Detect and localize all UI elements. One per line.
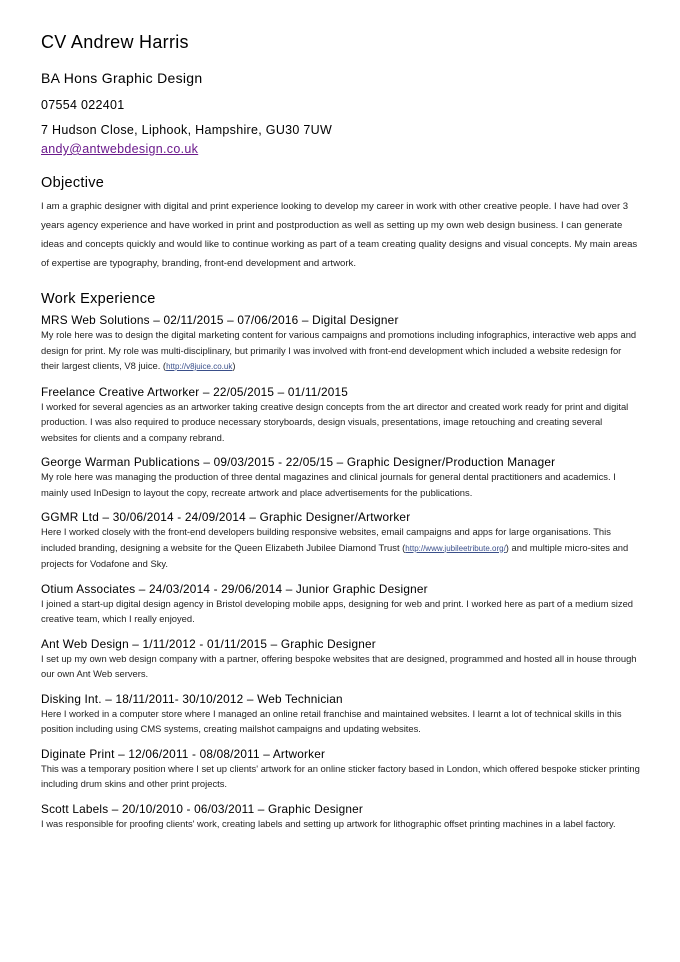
email-link[interactable]: andy@antwebdesign.co.uk [41, 142, 199, 156]
work-experience-heading: Work Experience [41, 291, 156, 307]
cv-page [41, 32, 641, 831]
job-title: Freelance Creative Artworker – 22/05/2015 – 01/11/2015 [41, 384, 349, 399]
job-entry [41, 510, 641, 572]
job-link[interactable]: http://v8juice.co.uk [166, 362, 233, 371]
job-entry [41, 747, 641, 792]
job-title: GGMR Ltd – 30/06/2014 - 24/09/2014 – Graphic Designer/Artworker [41, 510, 411, 524]
job-description: I worked for several agencies as an artworker taking creative design concepts from the art director and created work ready for print and digital production. I was also required to produce necessary storyboards, design visuals, presentations, image retouching and creating several websites for clients and a company rebrand. [41, 400, 629, 443]
job-description-text: ) and multiple micro-sites and projects for Vodafone and Sky. [41, 541, 629, 569]
job-title: George Warman Publications – 09/03/2015 - 22/05/15 – Graphic Designer/Production Manager [41, 455, 556, 469]
job-description: I was responsible for proofing clients' work, creating labels and setting up artwork for lithographic offset printing machines in a label factory. [41, 817, 616, 829]
job-description [41, 327, 641, 375]
job-description: Here I worked in a computer store where I managed an online retail franchise and maintained websites. I learnt a lot of technical skills in this position including using CMS systems, creating mailshot campaigns and updating websites. [41, 707, 622, 734]
job-title: Ant Web Design – 1/11/2012 - 01/11/2015 – Graphic Designer [41, 636, 376, 651]
objective-text: I am a graphic designer with digital and print experience looking to develop my career in work with other creative people. I have had over 3 years agency experience and have worked in print and postproduction as well as setting up my own web design business. I can generate ideas and concepts quickly and would like to continue working as part of a team creating quality designs and visual concepts. My main areas of expertise are typography, branding, front-end development and artwork. [41, 201, 638, 269]
job-entry [41, 692, 641, 737]
phone-number: 07554 022401 [41, 98, 125, 112]
job-title: Scott Labels – 20/10/2010 - 06/03/2011 – Graphic Designer [41, 801, 364, 816]
job-entry [41, 802, 641, 832]
objective-heading: Objective [41, 175, 105, 191]
job-description [41, 524, 641, 572]
job-description: This was a temporary position where I set up clients' artwork for an online sticker factory based in London, which offered bespoke sticker printing including drum skins and other print projects. [41, 762, 640, 789]
job-title: Disking Int. – 18/11/2011- 30/10/2012 – Web Technician [41, 691, 343, 706]
job-entry [41, 637, 641, 682]
job-description: I set up my own web design company with a partner, offering bespoke websites that are designed, programmed and hosted all in house through our own Ant Web servers. [41, 652, 637, 679]
job-description: My role here was managing the production of three dental magazines and clinical journals for general dental practitioners and academics. I mainly used InDesign to layout the copy, recreate artwork and place advertisements for the publications. [41, 471, 616, 498]
job-entry [41, 385, 641, 446]
job-description-text: Here I worked closely with the front-end developers building responsive websites, email campaigns and apps for large organisations. This included branding, designing a website for the Queen Elizabeth Jubilee Diamond Trust ( [41, 526, 611, 553]
job-title: Diginate Print – 12/06/2011 - 08/08/2011 – Artworker [41, 746, 326, 761]
address: 7 Hudson Close, Liphook, Hampshire, GU30 7UW [41, 123, 333, 137]
job-description: I joined a start-up digital design agency in Bristol developing mobile apps, designing for web and print. I worked here as part of a medium sized creative team, which I really enjoyed. [41, 597, 634, 624]
job-entry [41, 582, 641, 627]
job-link[interactable]: http://www.jubileetribute.org/ [405, 543, 506, 553]
job-description-text: ) [232, 360, 236, 371]
job-title: MRS Web Solutions – 02/11/2015 – 07/06/2016 – Digital Designer [41, 313, 399, 327]
job-entry [41, 313, 641, 375]
degree: BA Hons Graphic Design [41, 70, 203, 86]
job-entry [41, 455, 641, 500]
job-title: Otium Associates – 24/03/2014 - 29/06/2014 – Junior Graphic Designer [41, 581, 428, 596]
job-description-text: My role here was to design the digital marketing content for various campaigns and promotions including infographics, interactive web apps and design for print. My role was multi-disciplinary, but primarily I was involved with front-end development which included a website redesign for their largest clients, V8 juice. ( [41, 329, 637, 371]
cv-name: CV Andrew Harris [41, 32, 189, 52]
